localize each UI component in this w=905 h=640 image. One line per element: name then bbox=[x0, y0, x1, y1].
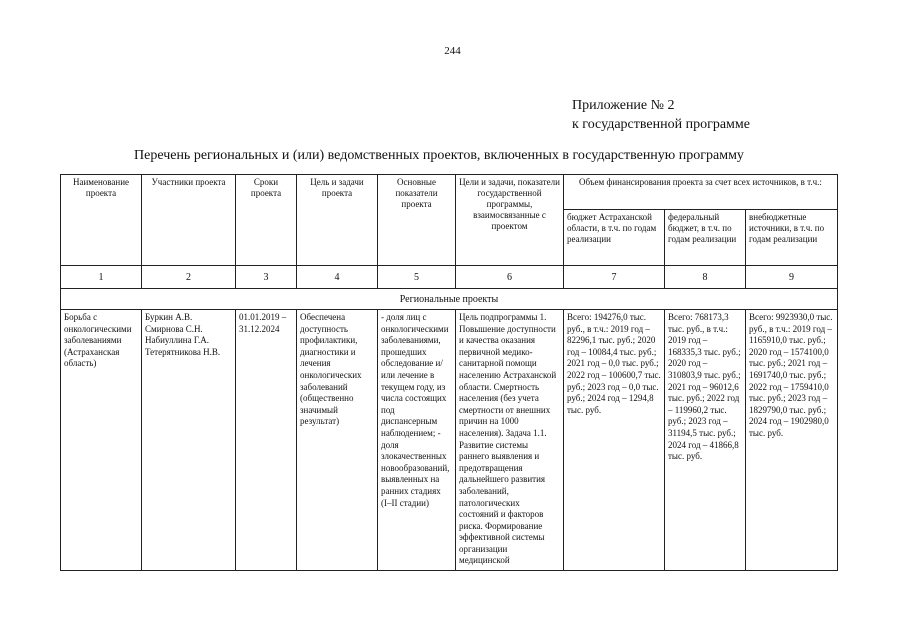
header-program-goals: Цели и задачи, показатели государственной программы, взаимосвязанные с проектом bbox=[456, 175, 564, 266]
project-goals: Обеспечена доступность профилактики, диагностики и лечения онкологических заболеваний (общественно значимый результат) bbox=[297, 310, 378, 571]
column-number: 9 bbox=[746, 266, 838, 289]
header-financing: Объем финансирования проекта за счет всех источников, в т.ч.: bbox=[564, 175, 838, 210]
column-number: 3 bbox=[236, 266, 297, 289]
project-participants: Буркин А.В. Смирнова С.Н. Набиуллина Г.А. Тетерятникова Н.В. bbox=[142, 310, 236, 571]
header-participants: Участники проекта bbox=[142, 175, 236, 266]
header-indicators: Основные показатели проекта bbox=[378, 175, 456, 266]
section-label: Региональные проекты bbox=[61, 289, 838, 310]
column-number: 2 bbox=[142, 266, 236, 289]
header-terms: Сроки проекта bbox=[236, 175, 297, 266]
financing-regional: Всего: 194276,0 тыс. руб., в т.ч.: 2019 год – 82296,1 тыс. руб.; 2020 год – 10084,4 тыс. руб.; 2021 год – 0,0 тыс. руб.; 2022 год – 100600,7 тыс. руб.; 2023 год – 0,0 тыс. руб.; 2024 год – 1294,8 тыс. руб. bbox=[564, 310, 665, 571]
table-row bbox=[61, 310, 838, 571]
section-row bbox=[61, 289, 838, 310]
page-number: 244 bbox=[444, 45, 461, 57]
header-budget-extra: внебюджетные источники, в т.ч. по годам реализации bbox=[746, 210, 838, 266]
document-title: Перечень региональных и (или) ведомственных проектов, включенных в государственную программу bbox=[134, 148, 744, 163]
appendix-line-2: к государственной программе bbox=[572, 117, 750, 132]
header-name: Наименование проекта bbox=[61, 175, 142, 266]
financing-federal: Всего: 768173,3 тыс. руб., в т.ч.: 2019 год – 168335,3 тыс. руб.; 2020 год – 310803,9 тыс. руб.; 2021 год – 96012,6 тыс. руб.; 2022 год – 119960,2 тыс. руб.; 2023 год – 31194,5 тыс. руб.; 2024 год – 41866,8 тыс. руб. bbox=[665, 310, 746, 571]
header-row-1 bbox=[61, 175, 838, 210]
appendix-line-1: Приложение № 2 bbox=[572, 98, 675, 113]
column-number: 5 bbox=[378, 266, 456, 289]
column-number: 1 bbox=[61, 266, 142, 289]
project-name: Борьба с онкологическими заболеваниями (Астраханская область) bbox=[61, 310, 142, 571]
column-number: 8 bbox=[665, 266, 746, 289]
header-goals: Цель и задачи проекта bbox=[297, 175, 378, 266]
appendix-caption bbox=[572, 96, 750, 134]
header-budget-federal: федеральный бюджет, в т.ч. по годам реализации bbox=[665, 210, 746, 266]
projects-table bbox=[60, 174, 838, 571]
column-number: 4 bbox=[297, 266, 378, 289]
program-goals: Цель подпрограммы 1. Повышение доступности и качества оказания первичной медико-санитарной помощи населению Астраханской области. Смертность населения (без учета смертности от внешних причин на 1000 населения). Задача 1.1. Развитие системы раннего выявления и предотвращения дальнейшего развития заболеваний, патологических состояний и факторов риска. Формирование эффективной системы организации медицинской bbox=[456, 310, 564, 571]
column-number: 7 bbox=[564, 266, 665, 289]
project-terms: 01.01.2019 – 31.12.2024 bbox=[236, 310, 297, 571]
column-numbers-row bbox=[61, 266, 838, 289]
project-indicators: - доля лиц с онкологическими заболеваниями, прошедших обследование и/или лечение в текущем году, из числа состоящих под диспансерным наблюдением; - доля злокачественных новообразований, выявленных на ранних стадиях (I–II стадии) bbox=[378, 310, 456, 571]
financing-extra: Всего: 9923930,0 тыс. руб., в т.ч.: 2019 год – 1165910,0 тыс. руб.; 2020 год – 1574100,0 тыс. руб.; 2021 год – 1691740,0 тыс. руб.; 2022 год – 1759410,0 тыс. руб.; 2023 год – 1829790,0 тыс. руб.; 2024 год – 1902980,0 тыс. руб. bbox=[746, 310, 838, 571]
column-number: 6 bbox=[456, 266, 564, 289]
header-budget-regional: бюджет Астраханской области, в т.ч. по годам реализации bbox=[564, 210, 665, 266]
